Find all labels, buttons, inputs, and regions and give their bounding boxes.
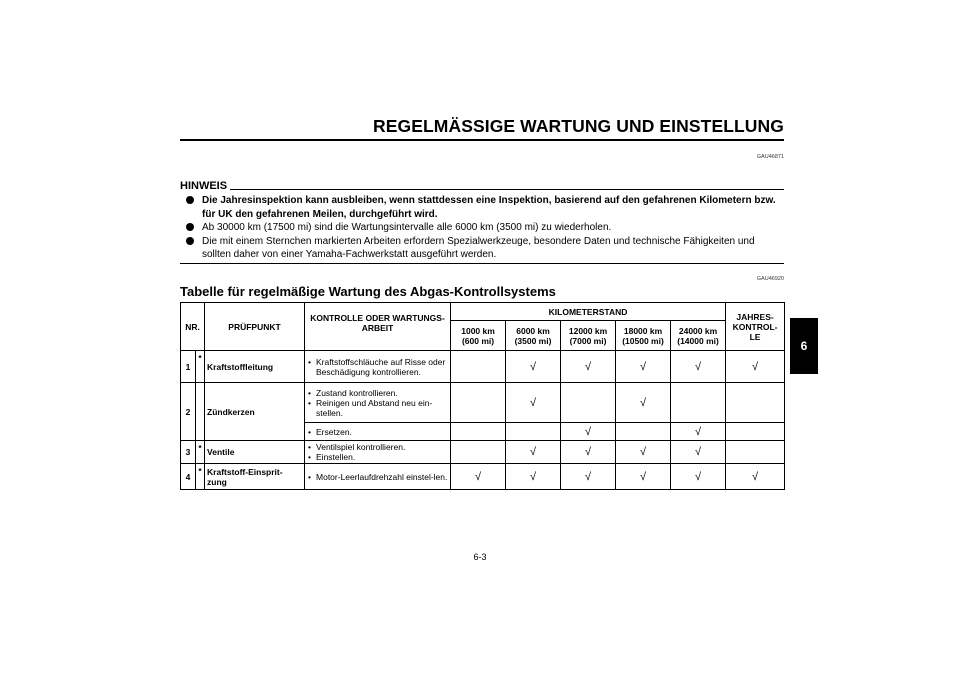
header-km: KILOMETERSTAND [451, 303, 726, 321]
interval-check: √ [506, 351, 561, 383]
row-number: 2 [181, 383, 196, 441]
check-item: Kraftstoff-Einsprit-zung [205, 464, 305, 490]
interval-check: √ [506, 383, 561, 423]
table-row [181, 464, 785, 490]
interval-check: √ [451, 464, 506, 490]
task-item: • Einstellen. [307, 452, 448, 462]
interval-check: √ [561, 464, 616, 490]
check-item: Kraftstoffleitung [205, 351, 305, 383]
hinweis-rule [230, 189, 784, 190]
interval-check: √ [671, 423, 726, 441]
interval-check [506, 423, 561, 441]
work-cell [305, 351, 451, 383]
hinweis-list [186, 194, 782, 262]
bullet-icon [186, 196, 194, 204]
interval-check: √ [671, 351, 726, 383]
check-item: Ventile [205, 441, 305, 464]
interval-check [451, 423, 506, 441]
row-number: 3 [181, 441, 196, 464]
interval-check [726, 383, 785, 423]
header-interval: 12000 km (7000 mi) [561, 321, 616, 351]
special-tool-marker: * [196, 464, 205, 490]
interval-check [726, 423, 785, 441]
interval-check [616, 423, 671, 441]
work-cell [305, 383, 451, 423]
task-item: • Motor-Leerlaufdrehzahl einstel-len. [307, 472, 448, 482]
work-cell [305, 464, 451, 490]
header-interval: 6000 km (3500 mi) [506, 321, 561, 351]
interval-check: √ [671, 441, 726, 464]
header-interval: 18000 km (10500 mi) [616, 321, 671, 351]
special-tool-marker: * [196, 441, 205, 464]
interval-check: √ [616, 464, 671, 490]
hinweis-item: Die Jahresinspektion kann ausbleiben, wenn stattdessen eine Inspektion, basierend auf den gefahrenen Kilometern bzw. für UK den gefahrenen Meilen, durchgeführt wird. [186, 194, 782, 221]
task-item: • Ersetzen. [307, 427, 448, 437]
header-annual: JAHRES-KONTROL-LE [726, 303, 785, 351]
interval-check: √ [506, 464, 561, 490]
hinweis-item: Ab 30000 km (17500 mi) sind die Wartungsintervalle alle 6000 km (3500 mi) zu wiederholen. [186, 221, 782, 235]
page-title: REGELMÄSSIGE WARTUNG UND EINSTELLUNG [373, 116, 784, 136]
hinweis-item: Die mit einem Sternchen markierten Arbeiten erfordern Spezialwerkzeuge, besondere Daten und technische Fähigkeiten und sollten daher von einer Yamaha-Fachwerkstatt ausgeführt werden. [186, 235, 782, 262]
row-number: 1 [181, 351, 196, 383]
interval-check [451, 351, 506, 383]
work-cell [305, 423, 451, 441]
table-row [181, 383, 785, 423]
interval-check: √ [616, 383, 671, 423]
work-cell [305, 441, 451, 464]
header-nr: NR. [181, 303, 205, 351]
reference-code: GAU46871 [756, 154, 784, 160]
special-tool-marker [196, 383, 205, 441]
check-item: Zündkerzen [205, 383, 305, 441]
interval-check: √ [506, 441, 561, 464]
table-row [181, 441, 785, 464]
interval-check: √ [561, 351, 616, 383]
header-interval: 24000 km (14000 mi) [671, 321, 726, 351]
header-work: KONTROLLE ODER WARTUNGS-ARBEIT [305, 303, 451, 351]
task-item: • Zustand kontrollieren. [307, 388, 448, 398]
maintenance-table [180, 302, 785, 490]
section-title: Tabelle für regelmäßige Wartung des Abgas-Kontrollsystems [180, 284, 556, 299]
interval-check [561, 383, 616, 423]
task-item: • Ventilspiel kontrollieren. [307, 442, 448, 452]
header-interval: 1000 km (600 mi) [451, 321, 506, 351]
interval-check: √ [561, 423, 616, 441]
interval-check [726, 441, 785, 464]
special-tool-marker: * [196, 351, 205, 383]
header-item: PRÜFPUNKT [205, 303, 305, 351]
interval-check: √ [561, 441, 616, 464]
bullet-icon [186, 237, 194, 245]
interval-check [451, 383, 506, 423]
page-number: 6-3 [473, 552, 487, 562]
section-reference-code: GAU46920 [756, 276, 784, 282]
title-rule [180, 139, 784, 141]
interval-check: √ [726, 351, 785, 383]
interval-check [671, 383, 726, 423]
task-item: • Reinigen und Abstand neu ein-stellen. [307, 398, 448, 418]
table-row [181, 351, 785, 383]
interval-check: √ [726, 464, 785, 490]
chapter-tab: 6 [790, 318, 818, 374]
interval-check: √ [616, 351, 671, 383]
hinweis-label: HINWEIS [180, 180, 228, 192]
interval-check: √ [616, 441, 671, 464]
bullet-icon [186, 223, 194, 231]
interval-check [451, 441, 506, 464]
row-number: 4 [181, 464, 196, 490]
task-item: • Kraftstoffschläuche auf Risse oder Beschädigung kontrollieren. [307, 357, 448, 377]
hinweis-bottom-rule [180, 263, 784, 264]
interval-check: √ [671, 464, 726, 490]
